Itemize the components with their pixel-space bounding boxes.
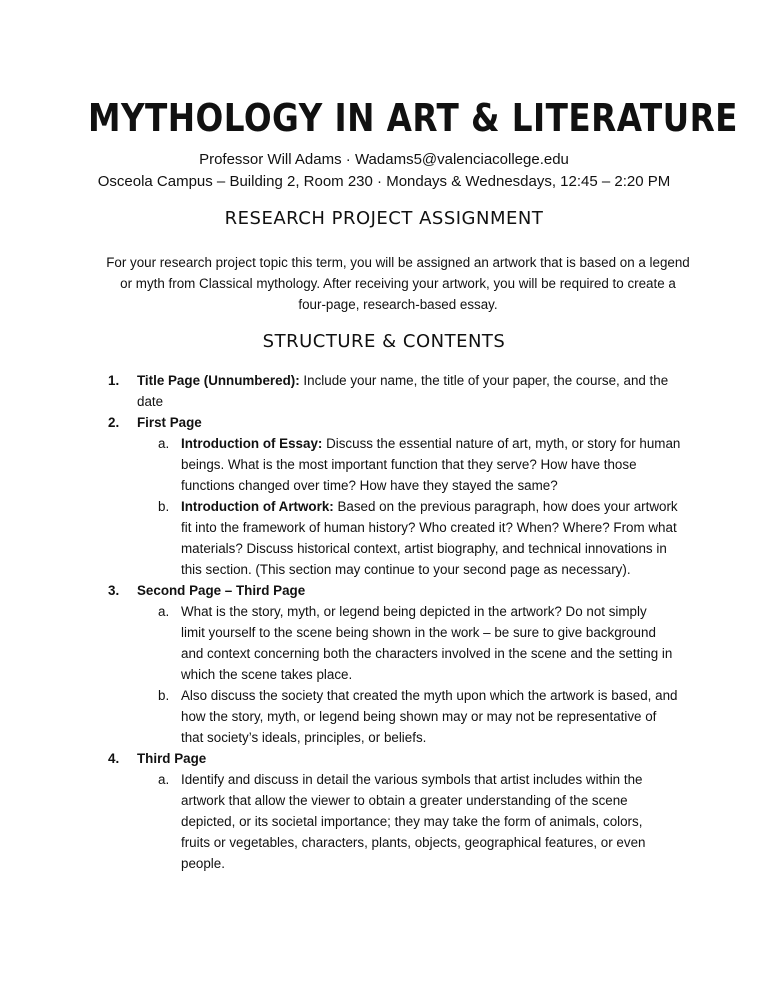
- sub-item-title: Introduction of Artwork:: [181, 499, 334, 514]
- sub-item-line: which the scene takes place.: [181, 667, 353, 682]
- sub-item-line: Also discuss the society that created the myth upon which the artwork is based, and: [181, 688, 678, 703]
- course-title: MYTHOLOGY IN ART & LITERATURE: [88, 96, 738, 140]
- location-line: Osceola Campus – Building 2, Room 230 · Mondays & Wednesdays, 12:45 – 2:20 PM: [97, 173, 671, 190]
- sub-item-line: and context concerning both the characters involved in the scene and the setting in: [181, 646, 673, 661]
- sub-item-line: beings. What is the most important function that they serve? How have those: [181, 457, 637, 472]
- professor-line: Professor Will Adams · Wadams5@valenciacollege.edu: [199, 151, 569, 168]
- sub-item: [0, 769, 768, 874]
- sub-item-line: [0, 496, 768, 517]
- structure-heading: STRUCTURE & CONTENTS: [262, 331, 506, 352]
- sub-item-line: how the story, myth, or legend being shown may or may not be representative of: [181, 709, 657, 724]
- sub-item-line: fruits or vegetables, characters, plants, objects, geographical features, or even: [181, 835, 646, 850]
- sub-item-line: [0, 433, 768, 454]
- item-line: date: [137, 394, 164, 409]
- sub-item-line: this section. (This section may continue to your second page as necessary).: [181, 562, 631, 577]
- item-number: 3.: [108, 583, 120, 598]
- sub-item-letter: b.: [158, 499, 170, 514]
- intro-line: four-page, research-based essay.: [298, 297, 498, 312]
- sub-item-line: fit into the framework of human history? Who created it? When? Where? From what: [181, 520, 677, 535]
- sub-item-line: artwork that allow the viewer to obtain a greater understanding of the scene: [181, 793, 628, 808]
- item-number: 2.: [108, 415, 120, 430]
- sub-item-line: Identify and discuss in detail the various symbols that artist includes within the: [181, 772, 643, 787]
- sub-item-line: materials? Discuss historical context, artist biography, and technical innovations in: [181, 541, 667, 556]
- sub-item-line: depicted, or its societal importance; they may take the form of animals, colors,: [181, 814, 643, 829]
- intro-line: For your research project topic this term, you will be assigned an artwork that is based on a legend: [106, 255, 690, 270]
- list-item: [0, 748, 768, 874]
- sub-item: [0, 496, 768, 580]
- item-title: Second Page – Third Page: [137, 583, 306, 598]
- sub-item-line: limit yourself to the scene being shown in the work – be sure to give background: [181, 625, 656, 640]
- item-title: Third Page: [137, 751, 207, 766]
- item-title: First Page: [137, 415, 202, 430]
- list-item: [0, 580, 768, 748]
- sub-item: [0, 433, 768, 496]
- sub-item-letter: a.: [158, 436, 170, 451]
- item-number: 4.: [108, 751, 120, 766]
- sub-item-letter: a.: [158, 604, 170, 619]
- sub-item-line: people.: [181, 856, 225, 871]
- list-item: [0, 412, 768, 580]
- item-text: Include your name, the title of your paper, the course, and the: [299, 373, 669, 388]
- sub-item-line: functions changed over time? How have they stayed the same?: [181, 478, 558, 493]
- assignment-intro: [88, 252, 708, 315]
- sub-item-line: What is the story, myth, or legend being depicted in the artwork? Do not simply: [181, 604, 647, 619]
- sub-item-text: Based on the previous paragraph, how does your artwork: [333, 499, 678, 514]
- sub-item-letter: b.: [158, 688, 170, 703]
- assignment-heading: RESEARCH PROJECT ASSIGNMENT: [224, 208, 544, 229]
- sub-item: [0, 685, 768, 748]
- sub-item-text: Discuss the essential nature of art, myth, or story for human: [322, 436, 681, 451]
- item-number: 1.: [108, 373, 120, 388]
- sub-item-letter: a.: [158, 772, 170, 787]
- intro-line: or myth from Classical mythology. After receiving your artwork, you will be required to create a: [120, 276, 676, 291]
- item-title: Title Page (Unnumbered):: [137, 373, 300, 388]
- sub-item-line: that society’s ideals, principles, or beliefs.: [181, 730, 427, 745]
- sub-item-title: Introduction of Essay:: [181, 436, 323, 451]
- structure-list: [0, 370, 768, 874]
- sub-item: [0, 601, 768, 685]
- list-item: [0, 370, 768, 412]
